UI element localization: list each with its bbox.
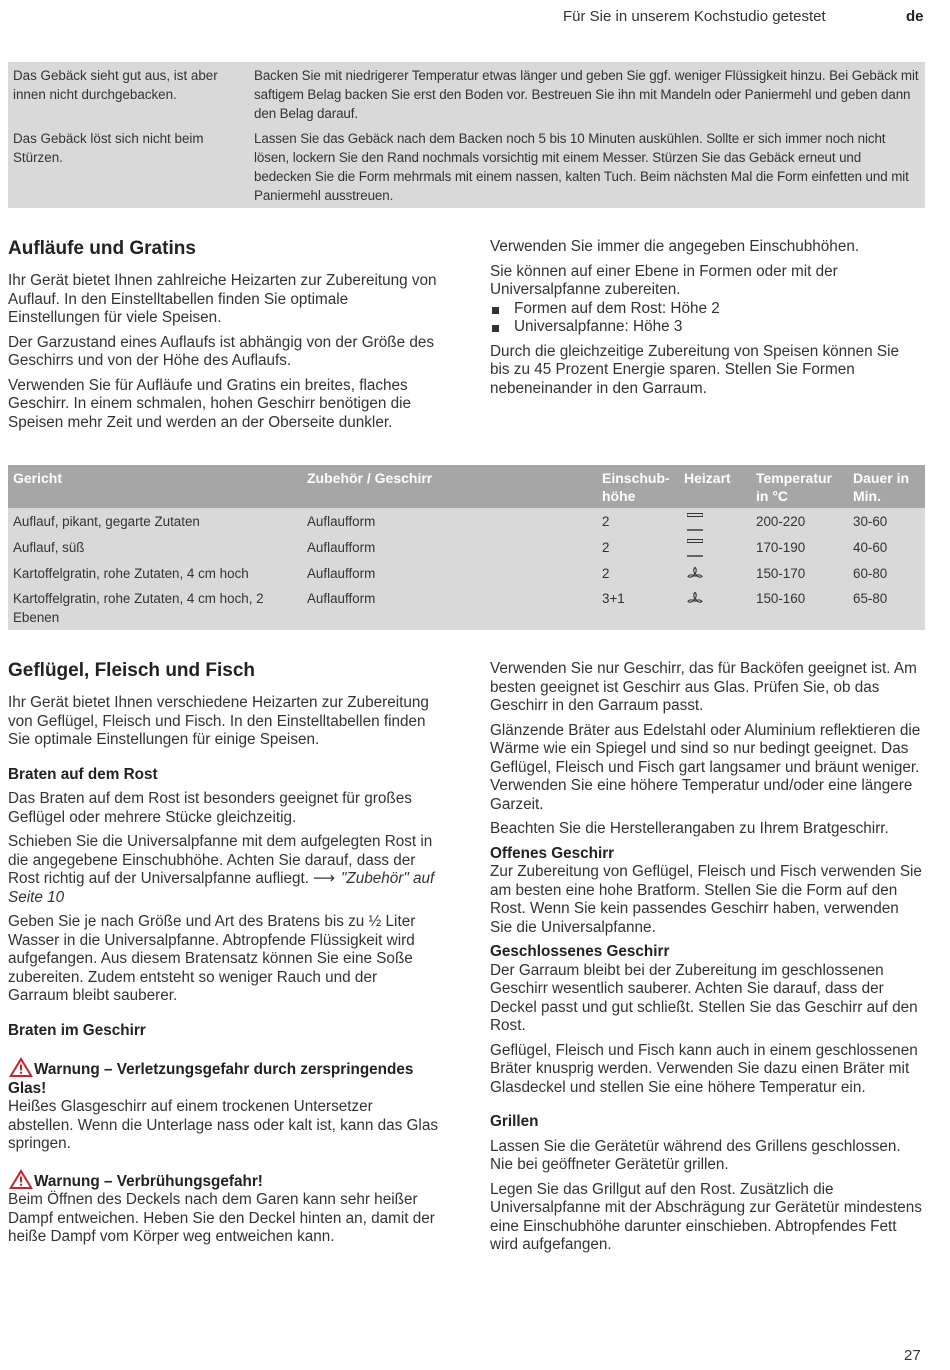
solution-text: Backen Sie mit niedrigerer Temperatur etwas länger und geben Sie ggf. weniger Flüssigkeit hinzu. Bei Gebäck mit saftigem Belag backen Sie erst den Boden vor. Bestreuen Sie ihn mit Mandeln oder Paniermehl und geben dann den Belag darauf.: [254, 68, 919, 121]
paragraph: Schieben Sie die Universalpfanne mit dem aufgelegten Rost in die angegebene Einschubhöhe. Achten Sie darauf, dass der Rost richtig auf der Universalpfanne aufliegt. ⟶ "Zubehör" auf Seite 10: [8, 833, 435, 906]
warning-triangle-icon: [8, 1056, 34, 1078]
poultry-right-column: [490, 660, 925, 1261]
paragraph: Verwenden Sie immer die angegeben Einschubhöhen.: [490, 238, 860, 255]
poultry-left-column: [8, 660, 440, 1247]
language-code: de: [906, 8, 924, 25]
cell-level: 3+1: [602, 591, 625, 606]
header-title: Für Sie in unserem Kochstudio getestet: [563, 8, 826, 25]
cell-level: 2: [602, 514, 610, 529]
column-header-duration: Dauer in Min.: [853, 470, 910, 504]
page-header: [0, 8, 950, 30]
cell-temperature: 200-220: [756, 514, 806, 529]
bullet-item: Formen auf dem Rost: Höhe 2: [490, 300, 922, 319]
paragraph: Beachten Sie die Herstellerangaben zu Ihrem Bratgeschirr.: [490, 820, 889, 837]
warning-title: Warnung – Verletzungsgefahr durch zerspringendes Glas!: [8, 1061, 414, 1097]
column-header-heating: Heizart: [684, 470, 731, 486]
paragraph: Ihr Gerät bietet Ihnen zahlreiche Heizarten zur Zubereitung von Auflauf. In den Einstelltabellen finden Sie optimale Einstellungen für viele Speisen.: [8, 272, 437, 326]
paragraph: Der Garraum bleibt bei der Zubereitung im geschlossenen Geschirr wesentlich sauberer. Achten Sie darauf, dass der Deckel passt und gut schließt. Stellen Sie das Geschirr auf den Rost.: [490, 961, 918, 1034]
cell-accessory: Auflaufform: [307, 514, 376, 529]
cell-dish: Kartoffelgratin, rohe Zutaten, 4 cm hoch, 2 Ebenen: [13, 591, 264, 625]
paragraph: Legen Sie das Grillgut auf den Rost. Zusätzlich die Universalpfanne mit der Abschrägung zur Gerätetür mindestens eine Einschubhöhe darunter einschieben. Abtropfendes Fett wird aufgefangen.: [490, 1180, 922, 1253]
cell-level: 2: [602, 566, 610, 581]
gratins-right-column: [490, 238, 922, 404]
paragraph: Verwenden Sie nur Geschirr, das für Backöfen geeignet ist. Am besten geeignet ist Geschirr aus Glas. Prüfen Sie, ob das Geschirr in den Garraum passt.: [490, 660, 917, 714]
cell-dish: Auflauf, pikant, gegarte Zutaten: [13, 514, 200, 529]
paragraph: Glänzende Bräter aus Edelstahl oder Aluminium reflektieren die Wärme wie ein Spiegel und sind so nur bedingt geeignet. Das Geflügel, Fleisch und Fisch gart langsamer und bräunt weniger. Verwenden Sie eine höhere Temperatur und/oder eine längere Garzeit.: [490, 721, 921, 813]
section-heading-gratins: Aufläufe und Gratins: [8, 238, 196, 259]
cell-dish: Auflauf, süß: [13, 540, 85, 555]
paragraph: Der Garzustand eines Auflaufs ist abhängig von der Größe des Geschirrs und von der Höhe des Auflaufs.: [8, 333, 435, 369]
problem-text: Das Gebäck löst sich nicht beim Stürzen.: [13, 131, 204, 165]
table-header: [8, 465, 925, 508]
top-bottom-heat-icon: [684, 512, 744, 537]
paragraph: Ihr Gerät bietet Ihnen verschiedene Heizarten zur Zubereitung von Geflügel, Fleisch und Fisch. In den Einstelltabellen finden Sie optimale Einstellungen für einige Speisen.: [8, 694, 429, 748]
cell-temperature: 170-190: [756, 540, 806, 555]
warning-text: Heißes Glasgeschirr auf einem trockenen Untersetzer abstellen. Wenn die Unterlage nass oder kalt ist, kann das Glas springen.: [8, 1098, 438, 1152]
subheading-closed: Geschlossenes Geschirr: [490, 943, 670, 960]
paragraph: Sie können auf einer Ebene in Formen oder mit der Universalpfanne zubereiten.: [490, 262, 838, 298]
troubleshooting-table: [8, 62, 925, 208]
subheading-open: Offenes Geschirr: [490, 844, 615, 862]
cell-temperature: 150-170: [756, 566, 806, 581]
warning-text: Beim Öffnen des Deckels nach dem Garen kann sehr heißer Dampf entweichen. Heben Sie den Deckel hinten an, damit der heiße Dampf vom Körper weg entweichen kann.: [8, 1191, 435, 1245]
top-bottom-heat-icon: [684, 538, 744, 563]
page-number: 27: [904, 1347, 921, 1364]
cross-reference-link[interactable]: "Zubehör" auf Seite 10: [8, 870, 435, 906]
cell-duration: 40-60: [853, 540, 888, 555]
column-header-accessory: Zubehör / Geschirr: [307, 470, 433, 486]
subheading-grill: Grillen: [490, 1113, 539, 1130]
warning-triangle-icon: [8, 1168, 34, 1190]
warning-title: Warnung – Verbrühungsgefahr!: [34, 1172, 263, 1190]
fan-heat-icon: [684, 564, 744, 587]
cell-temperature: 150-160: [756, 591, 806, 606]
paragraph: Lassen Sie die Gerätetür während des Grillens geschlossen. Nie bei geöffneter Gerätetür grillen.: [490, 1137, 901, 1173]
fan-heat-icon: [684, 589, 744, 612]
solution-text: Lassen Sie das Gebäck nach dem Backen noch 5 bis 10 Minuten auskühlen. Sollte er sich immer noch nicht lösen, lockern Sie den Rand nochmals vorsichtig mit einem Messer. Stürzen Sie das Gebäck erneut und bedecken Sie die Form mehrmals mit einem nassen, kalten Tuch. Beim nächsten Mal die Form einfetten und mit Paniermehl ausstreuen.: [254, 131, 909, 203]
cell-duration: 30-60: [853, 514, 888, 529]
warning-glass: [8, 1056, 440, 1154]
problem-text: Das Gebäck sieht gut aus, ist aber innen nicht durchgebacken.: [13, 68, 218, 102]
bullet-item: Universalpfanne: Höhe 3: [490, 318, 922, 337]
subheading-rost: Braten auf dem Rost: [8, 765, 158, 783]
cell-dish: Kartoffelgratin, rohe Zutaten, 4 cm hoch: [13, 566, 249, 581]
gratin-settings-table: [8, 465, 925, 630]
paragraph: Geflügel, Fleisch und Fisch kann auch in einem geschlossenen Bräter knusprig werden. Verwenden Sie dazu einen Bräter mit Glasdeckel und stellen Sie eine höhere Temperatur ein.: [490, 1041, 918, 1096]
cell-duration: 60-80: [853, 566, 888, 581]
cell-accessory: Auflaufform: [307, 540, 376, 555]
gratins-left-column: [8, 238, 440, 438]
column-header-dish: Gericht: [13, 470, 63, 486]
cell-accessory: Auflaufform: [307, 591, 376, 606]
arrow-right-icon: ⟶: [313, 870, 335, 887]
cell-level: 2: [602, 540, 610, 555]
paragraph: Durch die gleichzeitige Zubereitung von Speisen können Sie bis zu 45 Prozent Energie sparen. Stellen Sie Formen nebeneinander in den Garraum.: [490, 342, 900, 397]
column-header-level: Einschub- höhe: [602, 470, 670, 504]
column-header-temperature: Temperatur in °C: [756, 470, 832, 504]
paragraph: Zur Zubereitung von Geflügel, Fleisch und Fisch verwenden Sie am besten eine hohe Bratform. Stellen Sie die Form auf den Rost. Wenn Sie kein passendes Geschirr haben, verwenden Sie die Universalpfanne.: [490, 863, 922, 936]
warning-scald: [8, 1168, 440, 1247]
cell-accessory: Auflaufform: [307, 566, 376, 581]
paragraph: Geben Sie je nach Größe und Art des Bratens bis zu ½ Liter Wasser in die Universalpfanne. Abtropfende Flüssigkeit wird aufgefangen. Aus diesem Bratensatz können Sie eine Soße zubereiten. Zudem entsteht so weniger Rauch und der Garraum bleibt sauberer.: [8, 913, 416, 1004]
cell-duration: 65-80: [853, 591, 888, 606]
subheading-geschirr: Braten im Geschirr: [8, 1021, 146, 1039]
section-heading-poultry: Geflügel, Fleisch und Fisch: [8, 660, 256, 681]
paragraph: Verwenden Sie für Aufläufe und Gratins ein breites, flaches Geschirr. In einem schmalen, hohen Geschirr benötigen die Speisen mehr Zeit und werden an der Oberseite dunkler.: [8, 376, 412, 431]
paragraph: Das Braten auf dem Rost ist besonders geeignet für großes Geflügel oder mehrere Stücke gleichzeitig.: [8, 790, 412, 826]
